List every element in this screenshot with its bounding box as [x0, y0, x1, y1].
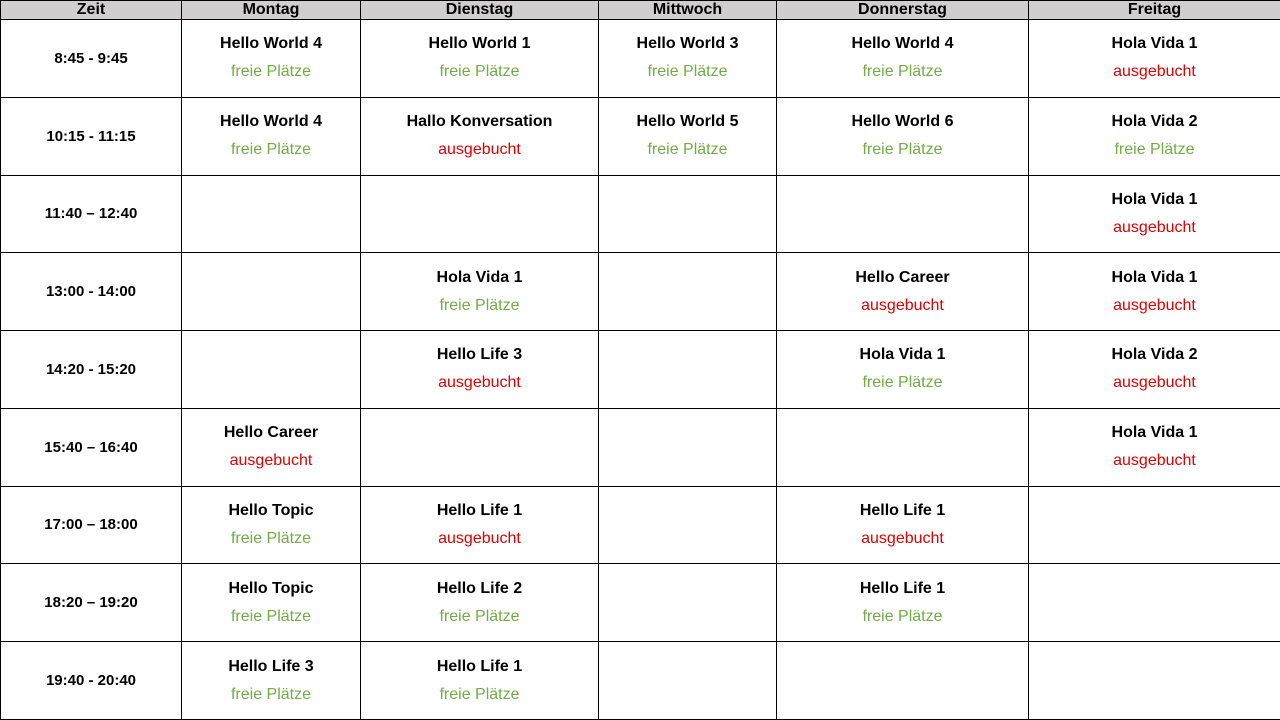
course-name: Hola Vida 1 — [436, 268, 523, 286]
course-name: Hola Vida 1 — [859, 346, 946, 364]
course-name: Hola Vida 1 — [1111, 268, 1198, 286]
availability-status: ausgebucht — [1113, 63, 1196, 81]
course-name: Hola Vida 1 — [1111, 424, 1198, 442]
empty-cell-wednesday — [599, 564, 777, 642]
empty-cell-friday — [1029, 486, 1280, 564]
availability-status: freie Plätze — [647, 63, 728, 81]
course-cell-thursday[interactable] — [777, 20, 1029, 98]
schedule-body — [1, 20, 1280, 720]
availability-status: ausgebucht — [1113, 218, 1196, 236]
table-row — [1, 175, 1280, 253]
availability-status: ausgebucht — [438, 374, 521, 392]
course-name: Hello Topic — [228, 501, 314, 519]
empty-cell-thursday — [777, 175, 1029, 253]
course-cell-friday[interactable] — [1029, 175, 1280, 253]
table-row — [1, 331, 1280, 409]
course-cell-wednesday[interactable] — [599, 97, 777, 175]
time-slot: 14:20 - 15:20 — [1, 331, 182, 409]
empty-cell-thursday — [777, 408, 1029, 486]
course-cell-tuesday[interactable] — [361, 331, 599, 409]
course-cell-tuesday[interactable] — [361, 564, 599, 642]
course-cell-monday[interactable] — [182, 486, 361, 564]
course-cell-tuesday[interactable] — [361, 642, 599, 720]
empty-cell-thursday — [777, 642, 1029, 720]
course-cell-tuesday[interactable] — [361, 486, 599, 564]
availability-status: freie Plätze — [439, 63, 520, 81]
empty-cell-friday — [1029, 564, 1280, 642]
time-slot: 18:20 – 19:20 — [1, 564, 182, 642]
course-name: Hello World 4 — [851, 35, 954, 53]
time-slot: 17:00 – 18:00 — [1, 486, 182, 564]
availability-status: freie Plätze — [862, 607, 943, 625]
header-row — [1, 1, 1280, 20]
availability-status: ausgebucht — [1113, 452, 1196, 470]
availability-status: ausgebucht — [438, 141, 521, 159]
course-cell-friday[interactable] — [1029, 20, 1280, 98]
course-cell-tuesday[interactable] — [361, 20, 599, 98]
header-time: Zeit — [1, 1, 182, 20]
availability-status: freie Plätze — [230, 63, 312, 81]
time-slot: 19:40 - 20:40 — [1, 642, 182, 720]
availability-status: freie Plätze — [439, 296, 520, 314]
availability-status: freie Plätze — [862, 63, 943, 81]
header-friday: Freitag — [1029, 1, 1280, 20]
course-name: Hallo Konversation — [406, 113, 553, 131]
course-cell-monday[interactable] — [182, 97, 361, 175]
empty-cell-wednesday — [599, 642, 777, 720]
table-row — [1, 97, 1280, 175]
availability-status: ausgebucht — [1113, 374, 1196, 392]
course-name: Hola Vida 1 — [1111, 190, 1198, 208]
course-cell-thursday[interactable] — [777, 97, 1029, 175]
course-name: Hello World 6 — [851, 113, 954, 131]
empty-cell-monday — [182, 175, 361, 253]
time-slot: 11:40 – 12:40 — [1, 175, 182, 253]
course-cell-thursday[interactable] — [777, 486, 1029, 564]
course-name: Hello Life 1 — [436, 501, 523, 519]
empty-cell-wednesday — [599, 175, 777, 253]
course-cell-friday[interactable] — [1029, 253, 1280, 331]
time-slot: 8:45 - 9:45 — [1, 20, 182, 98]
course-name: Hola Vida 2 — [1111, 113, 1198, 131]
availability-status: freie Plätze — [230, 529, 312, 547]
course-name: Hello World 1 — [428, 35, 531, 53]
availability-status: freie Plätze — [230, 607, 312, 625]
course-cell-thursday[interactable] — [777, 253, 1029, 331]
table-row — [1, 408, 1280, 486]
empty-cell-monday — [182, 331, 361, 409]
availability-status: ausgebucht — [861, 529, 944, 547]
table-row — [1, 486, 1280, 564]
time-slot: 13:00 - 14:00 — [1, 253, 182, 331]
empty-cell-wednesday — [599, 331, 777, 409]
availability-status: ausgebucht — [438, 529, 521, 547]
header-thursday: Donnerstag — [777, 1, 1029, 20]
time-slot: 15:40 – 16:40 — [1, 408, 182, 486]
course-cell-friday[interactable] — [1029, 408, 1280, 486]
table-row — [1, 253, 1280, 331]
course-name: Hola Vida 2 — [1111, 346, 1198, 364]
course-name: Hello World 5 — [636, 113, 739, 131]
course-cell-friday[interactable] — [1029, 97, 1280, 175]
course-cell-monday[interactable] — [182, 408, 361, 486]
course-name: Hello Topic — [228, 579, 314, 597]
course-name: Hello Career — [223, 424, 319, 442]
course-cell-thursday[interactable] — [777, 564, 1029, 642]
course-name: Hello World 4 — [220, 113, 322, 131]
table-row — [1, 642, 1280, 720]
course-name: Hello World 4 — [220, 35, 322, 53]
availability-status: ausgebucht — [229, 452, 313, 470]
availability-status: freie Plätze — [230, 141, 312, 159]
empty-cell-wednesday — [599, 486, 777, 564]
course-cell-monday[interactable] — [182, 642, 361, 720]
course-cell-tuesday[interactable] — [361, 253, 599, 331]
empty-cell-monday — [182, 253, 361, 331]
course-cell-monday[interactable] — [182, 20, 361, 98]
course-name: Hello Life 3 — [228, 657, 314, 675]
availability-status: ausgebucht — [1113, 296, 1196, 314]
empty-cell-tuesday — [361, 175, 599, 253]
empty-cell-wednesday — [599, 408, 777, 486]
empty-cell-wednesday — [599, 253, 777, 331]
course-cell-monday[interactable] — [182, 564, 361, 642]
availability-status: freie Plätze — [439, 607, 520, 625]
availability-status: freie Plätze — [439, 685, 520, 703]
course-name: Hello Life 3 — [436, 346, 523, 364]
table-row — [1, 20, 1280, 98]
course-name: Hello Life 1 — [436, 657, 523, 675]
course-name: Hello Career — [855, 268, 950, 286]
table-row — [1, 564, 1280, 642]
empty-cell-friday — [1029, 642, 1280, 720]
availability-status: freie Plätze — [647, 141, 728, 159]
time-slot: 10:15 - 11:15 — [1, 97, 182, 175]
header-tuesday: Dienstag — [361, 1, 599, 20]
course-name: Hello Life 1 — [859, 501, 946, 519]
availability-status: ausgebucht — [861, 296, 944, 314]
empty-cell-tuesday — [361, 408, 599, 486]
availability-status: freie Plätze — [862, 374, 943, 392]
course-name: Hello World 3 — [636, 35, 739, 53]
course-cell-thursday[interactable] — [777, 331, 1029, 409]
header-wednesday: Mittwoch — [599, 1, 777, 20]
availability-status: freie Plätze — [1114, 141, 1195, 159]
availability-status: freie Plätze — [862, 141, 943, 159]
course-cell-wednesday[interactable] — [599, 20, 777, 98]
availability-status: freie Plätze — [230, 685, 312, 703]
course-name: Hola Vida 1 — [1111, 35, 1198, 53]
header-monday: Montag — [182, 1, 361, 20]
course-cell-tuesday[interactable] — [361, 97, 599, 175]
course-name: Hello Life 2 — [436, 579, 523, 597]
course-name: Hello Life 1 — [859, 579, 946, 597]
course-cell-friday[interactable] — [1029, 331, 1280, 409]
